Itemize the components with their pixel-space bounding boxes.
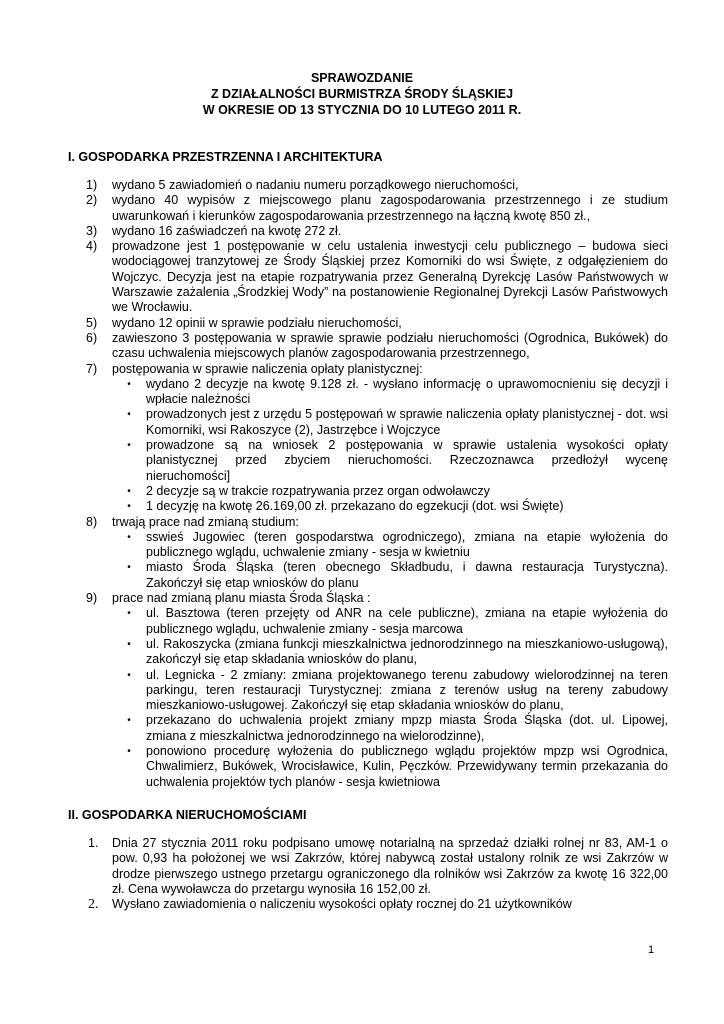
sub-list-item [112,377,668,408]
bullet-icon: • [127,562,131,574]
item-text: zawieszono 3 postępowania w sprawie sprawie podziału nieruchomości (Ogrodnica, Bukówek) do czasu uchwalenia miejscowych planów zagospodarowania przestrzennego, [112,330,668,361]
sub-list-item [112,438,668,484]
item-number: 3) [86,223,98,238]
section-1-heading: I. GOSPODARKA PRZESTRZENNA I ARCHITEKTURA [68,150,383,164]
item-text: wydano 5 zawiadomień o nadaniu numeru porządkowego nieruchomości, [112,178,519,192]
sub-item-text: ul. Legnicka - 2 zmiany: zmiana projektowanego terenu zabudowy wielorodzinnej na teren parkingu, teren restauracji Turystycznej: zmiana z terenów usług na tereny zabudowy mieszkaniowo-usługowej. Zakończył się etap składania wniosków do planu, [146,667,668,713]
bullet-icon: • [127,608,131,620]
item-text: Wysłano zawiadomienia o naliczeniu wysokości opłaty rocznej do 21 użytkowników [112,897,572,912]
bullet-icon: • [127,440,131,452]
item-number: 2) [86,193,98,208]
list-item [68,239,668,315]
sub-item-text: miasto Środa Śląska (teren obecnego Składbudu, i dawna restauracja Turystyczna). Zakończył się etap wniosków do planu [146,560,668,590]
list-item [68,515,668,591]
sub-list-item [112,637,668,668]
item-number: 8) [86,514,98,529]
sub-item-text: sswieś Jugowiec (teren gospodarstwa ogrodniczego), zmiana na etapie wyłożenia do publicznego wglądu, uchwalenie zmiany - sesja w kwietniu [146,529,668,560]
item-number: 1) [86,178,98,192]
report-title-line-3: W OKRESIE OD 13 STYCZNIA DO 10 LUTEGO 2011 R. [202,103,522,117]
list-item [68,362,668,515]
section-2-list [68,836,668,912]
report-title-line-2: Z DZIAŁALNOŚCI BURMISTRZA ŚRODY ŚLĄSKIEJ [210,87,514,101]
item-text: wydano 16 zaświadczeń na kwotę 272 zł. [112,223,342,238]
item-number: 6) [86,330,98,345]
sub-item-text: ul. Basztowa (teren przejęty od ANR na cele publiczne), zmiana na etapie wyłożenia do publicznego wglądu, uchwalenie zmiany - sesja marcowa [146,606,668,636]
item-text: wydano 12 opinii w sprawie podziału nieruchomości, [112,315,402,330]
bullet-icon: • [127,378,131,390]
bullet-icon: • [127,485,131,497]
bullet-icon: • [127,531,131,543]
sub-list-item [112,560,668,591]
section-2-heading: II. GOSPODARKA NIERUCHOMOŚCIAMI [68,808,307,822]
sub-list-item [112,530,668,561]
bullet-icon: • [127,501,131,513]
sub-item-text: 1 decyzję na kwotę 26.169,00 zł. przekazano do egzekucji (dot. wsi Święte) [146,499,564,514]
list-item [68,836,668,897]
item-text: prace nad zmianą planu miasta Środa Śląska : [112,591,371,606]
item-text: wydano 40 wypisów z miejscowego planu zagospodarowania przestrzennego i ze studium uwarunkowań i kierunków zagospodarowania przestrzennego na łączną kwotę 850 zł., [112,193,668,223]
sub-list-item [112,744,668,790]
item-number: 2. [88,897,99,913]
sub-item-text: prowadzonych jest z urzędu 5 postępowań w sprawie naliczenia opłaty planistycznej - dot. wsi Komorniki, wsi Rakoszyce (2), Jastrzębce i Wojczyce [146,407,668,437]
list-item [68,193,668,224]
sub-list-item [112,606,668,637]
item-text: Dnia 27 stycznia 2011 roku podpisano umowę notarialną na sprzedaż działki rolnej nr 83, AM-1 o pow. 0,93 ha położonej we wsi Zakrzów, której nabywcą został ustalony rolnik ze wsi Zakrzów w drodze pierwszego ustnego przetargu ograniczonego dla rolników wsi Zakrzów za kwotę 16 322,00 zł. Cena wywoławcza do przetargu wynosiła 16 152,00 zł. [112,836,668,896]
sub-item-text: przekazano do uchwalenia projekt zmiany mpzp miasta Środa Śląska (dot. ul. Lipowej, zmiana z mieszkalnictwa jednorodzinnego na wielorodzinne), [146,713,668,743]
sub-item-text: wydano 2 decyzje na kwotę 9.128 zł. - wysłano informację o uprawomocnieniu się decyzji i wpłacie należności [146,376,668,407]
item-number: 4) [86,239,98,254]
sub-list-item [112,407,668,438]
section-1-list [68,178,668,790]
list-item [68,224,668,239]
sub-item-text: ul. Rakoszycka (zmiana funkcji mieszkalnictwa jednorodzinnego na mieszkaniowo-usługową), zakończył się etap składania wniosków do planu, [146,636,668,667]
list-item [68,178,668,193]
list-item [68,316,668,331]
item-text: trwają prace nad zmianą studium: [112,514,299,529]
bullet-icon: • [127,638,131,650]
sub-list-item [112,668,668,714]
item-text: postępowania w sprawie naliczenia opłaty planistycznej: [112,361,423,376]
item-text: prowadzone jest 1 postępowanie w celu ustalenia inwestycji celu publicznego – budowa sieci wodociągowej tranzytowej ze Środy Śląskiej przez Komorniki do wsi Święte, z odgałęzieniem do Wojczyc. Decyzja jest na etapie rozpatrywania przez Generalną Dyrekcję Lasów Państwowych w Warszawie zażalenia „Środzkiej Wody” na postanowienie Regionalnej Dyrekcji Lasów Państwowych we Wrocławiu. [112,239,668,315]
item-number: 7) [86,361,98,376]
bullet-icon: • [127,715,131,727]
sub-item-text: 2 decyzje są w trakcie rozpatrywania przez organ odwoławczy [146,483,490,498]
list-item [68,591,668,790]
bullet-icon: • [127,409,131,421]
bullet-icon: • [127,745,131,757]
bullet-icon: • [127,669,131,681]
sub-item-text: prowadzone są na wniosek 2 postępowania w sprawie ustalenia wysokości opłaty planistycznej przed zbyciem nieruchomości. Rzeczoznawca przedłożył wycenę nieruchomości] [146,438,668,483]
item-number: 5) [86,315,98,330]
sub-list-item [112,484,668,499]
sub-item-text: ponowiono procedurę wyłożenia do publicznego wglądu projektów mpzp wsi Ogrodnica, Chwalimierz, Bukówek, Wrocisławice, Kulin, Pęczków. Przewidywany termin przekazania do uchwalenia projektów tych planów - sesja kwietniowa [146,743,668,789]
page-number: 1 [648,944,655,956]
sub-list-item [112,713,668,744]
sub-list-item [112,499,668,514]
report-title-line-1: SPRAWOZDANIE [310,71,414,85]
item-number: 9) [86,591,98,606]
list-item [68,897,668,912]
list-item [68,331,668,362]
item-number: 1. [88,836,99,850]
